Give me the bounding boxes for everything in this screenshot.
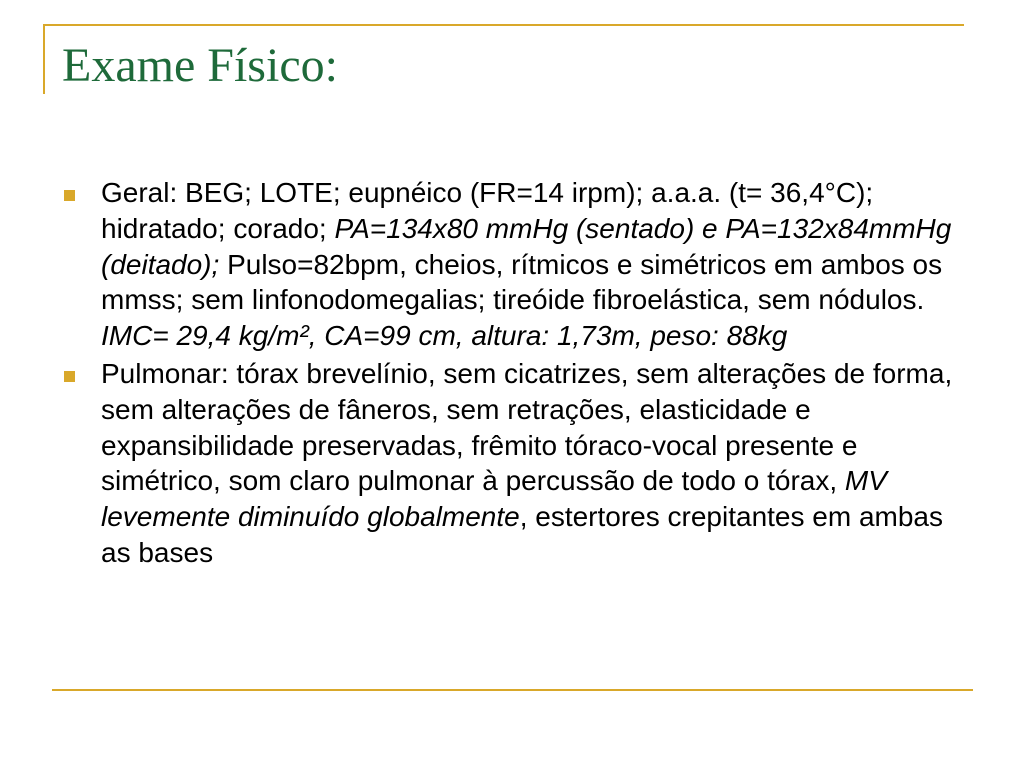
pulmonar-text-part-2: , estertores crepitantes em ambas as bases: [101, 501, 943, 568]
bullet-list: [64, 175, 960, 573]
pulmonar-text-part-1: Pulmonar: tórax brevelínio, sem cicatrizes, sem alterações de forma, sem alterações de fâneros, sem retrações, elasticidade e expansibilidade preservadas, frêmito tóraco-vocal presente e simétrico, som claro pulmonar à percussão de todo o tórax,: [101, 357, 953, 497]
geral-text-part-1: Geral: BEG; LOTE; eupnéico (FR=14 irpm); a.a.a. (t= 36,4°C); hidratado; corado;: [101, 177, 874, 244]
bullet-text-geral: [101, 177, 951, 351]
slide-title: Exame Físico:: [62, 39, 338, 92]
square-bullet-icon: [64, 190, 75, 201]
square-bullet-icon: [64, 371, 75, 382]
geral-blood-pressure-italic: PA=134x80 mmHg (sentado) e PA=132x84mmHg (deitado);: [101, 212, 952, 280]
frame-left-rule: [43, 24, 45, 94]
bullet-item-geral: [64, 175, 960, 354]
bullet-text-pulmonar: [101, 358, 952, 568]
geral-text-part-2: Pulso=82bpm, cheios, rítmicos e simétricos em ambos os mmss; sem linfonodomegalias; tireóide fibroelástica, sem nódulos.: [101, 248, 943, 316]
bullet-item-pulmonar: [64, 356, 960, 571]
frame-top-rule: [43, 24, 964, 26]
pulmonar-mv-italic: MV levemente diminuído globalmente: [101, 465, 887, 533]
geral-anthropometry-italic: IMC= 29,4 kg/m², CA=99 cm, altura: 1,73m, peso: 88kg: [101, 320, 788, 352]
frame-bottom-rule: [52, 689, 973, 691]
